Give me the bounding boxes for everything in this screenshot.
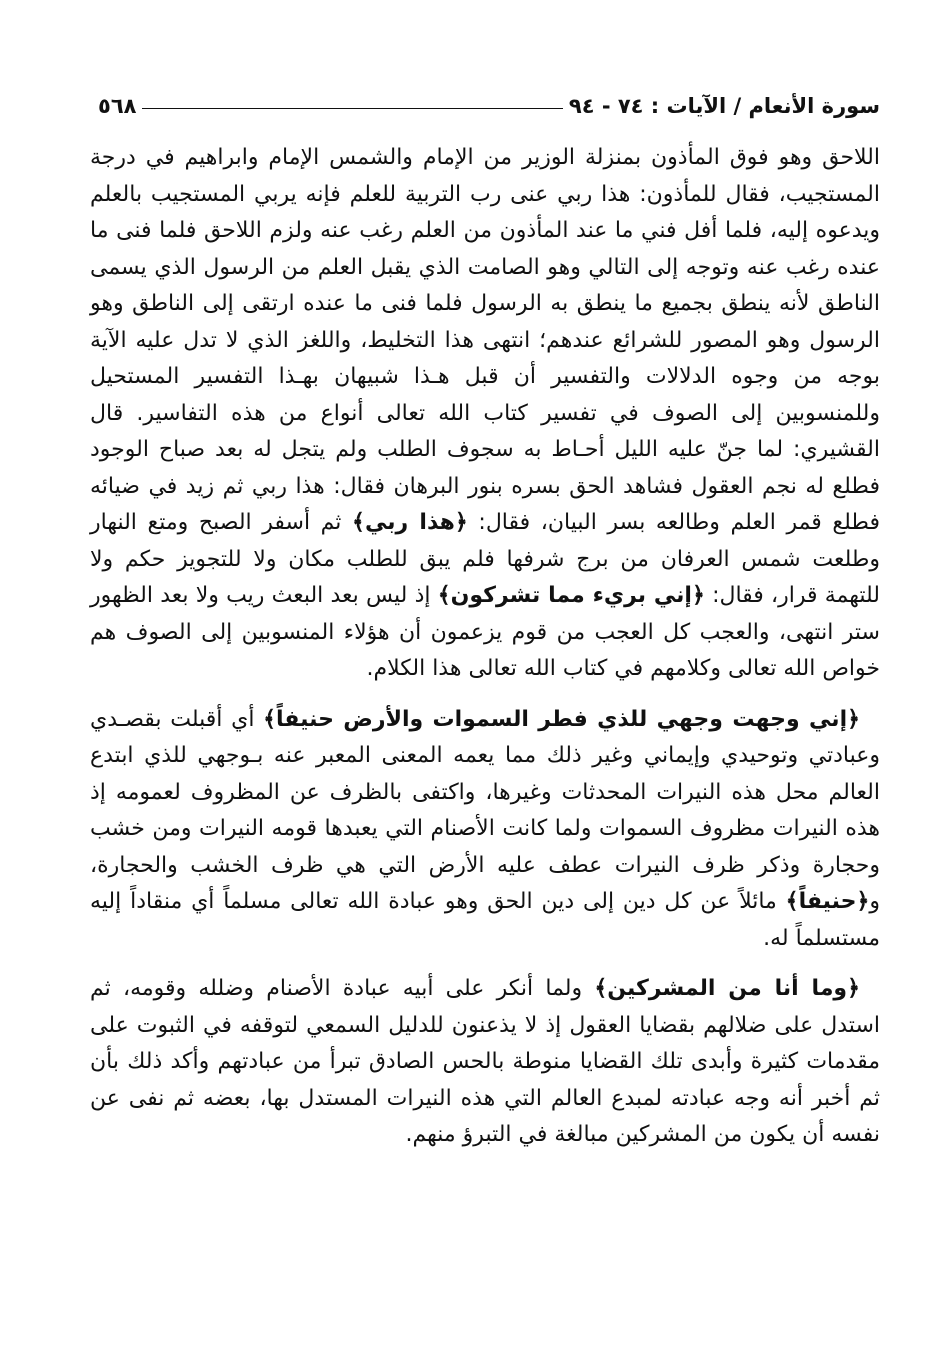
text-segment: أي أقبلت بقصـدي وعبادتي وتوحيدي وإيماني وغير ذلك مما يعمه المعنى المعبر عنه بـوجهي للذي ابتدع العالم محل هذه النيرات المحدثات وغيرها، واكتفى بالظرف عن المظروف لعمومه إذ هذه النيرات مظروف السموات ولما كانت الأصنام التي يعبدها قومه النيرات ومن خشب وحجارة وذكر ظرف النيرات عطف عليه الأرض التي هي ظرف الخشب والحجارة، و	[90, 706, 880, 914]
quran-quote: ﴿وما أنا من المشركين﴾	[594, 976, 860, 1001]
quran-quote: ﴿إني بريء مما تشركون﴾	[437, 583, 705, 608]
quran-quote: ﴿هذا ربي﴾	[352, 510, 468, 535]
paragraph-3	[90, 971, 880, 1154]
running-header	[90, 84, 880, 118]
header-rule	[142, 108, 562, 109]
paragraph-2	[90, 702, 880, 958]
text-segment: اللاحق وهو فوق المأذون بمنزلة الوزير من الإمام والشمس الإمام وابراهيم في درجة المستجيب، فقال للمأذون: هذا ربي عنى رب التربية للعلم فإنه يربي المستجيب بالعلم ويدعوه إليه، فلما أفل فني ما عند المأذون من العلم رغب عنه ولزم اللاحق فلما فنى ما عنده رغب عنه وتوجه إلى التالي وهو الصامت الذي يقبل العلم من الرسول الذي يسمى الناطق لأنه ينطق بجميع ما ينطق به الرسول فلما فنى ما عنده ارتقى إلى الناطق وهو الرسول وهو المصور للشرائع عندهم؛ انتهى هذا التخليط، واللغز الذي لا تدل عليه الآية بوجه من وجوه الدلالات والتفسير أن قبل هـذا شبيهان بهـذا التفسير المستحيل وللمنسوبين إلى الصوف في تفسير كتاب الله تعالى أنواع من هذه التفاسير. قال القشيري: لما جنّ عليه الليل أحـاط به سجوف الطلب ولم يتجل له بعد صباح الوجود فطلع له نجم العقول فشاهد الحق بسره بنور البرهان فقال: هذا ربي ثم زيد في ضيائه فطلع قمر العلم وطالعه بسر البيان، فقال:	[90, 145, 880, 535]
text-segment: ثم أسفر الصبح ومتع النهار وطلعت شمس العرفان من برج شرفها فلم يبق للطلب مكان ولا للتجويز حكم ولا للتهمة قرار، فقال:	[90, 510, 880, 608]
paragraph-1	[90, 140, 880, 688]
surah-reference: سورة الأنعام / الآيات : ٧٤ - ٩٤	[568, 94, 880, 118]
body-text	[90, 140, 880, 1154]
text-segment: ولما أنكر على أبيه عبادة الأصنام وضلله وقومه، ثم استدل على ضلالهم بقضايا العقول إذ لا يذعنون للدليل السمعي لتوقفه في الثبوت على مقدمات كثيرة وأبدى تلك القضايا منوطة بالحس الصادق تبرأ من عبادتهم وأكد ذلك بأن ثم أخبر أنه وجه عبادته لمبدع العالم التي هذه النيرات المستدل بها، بعضه ثم نفى عن نفسه أن يكون من المشركين مبالغة في التبرؤ منهم.	[90, 976, 880, 1147]
quran-quote: ﴿إني وجهت وجهي للذي فطر السموات والأرض حنيفاً﴾	[263, 706, 860, 732]
text-segment: إذ ليس بعد البعث ريب ولا بعد الظهور ستر انتهى، والعجب كل العجب من قوم يزعمون أن هؤلاء المنسوبين إلى الصوف هم خواص الله تعالى وكلامهم في كتاب الله تعالى هذا الكلام.	[90, 583, 880, 681]
quran-quote: ﴿حنيفاً﴾	[785, 889, 870, 914]
page-number: ٥٦٨	[98, 94, 137, 118]
text-segment: مائلاً عن كل دين إلى دين الحق وهو عبادة الله تعالى مسلماً أي منقاداً إليه مستسلماً له.	[90, 889, 880, 951]
